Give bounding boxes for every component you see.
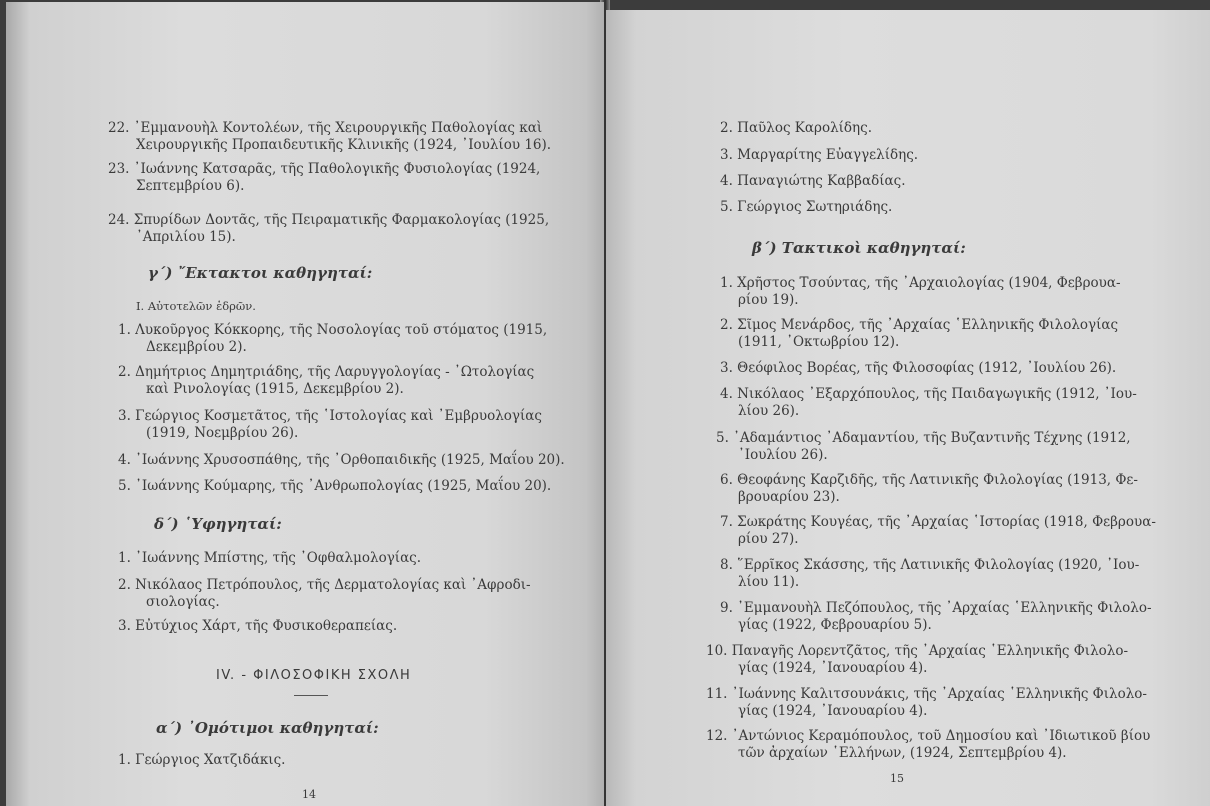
list-item: 4. Νικόλαος ᾿Εξαρχόπουλος, τῆς Παιδαγωγικῆς (1912, ᾿Ιου-: [720, 386, 1137, 402]
list-item: 24. Σπυρίδων Δοντᾶς, τῆς Πειραματικῆς Φαρμακολογίας (1925,: [108, 212, 550, 228]
list-item-continuation: (1911, ᾿Οκτωβρίου 12).: [738, 334, 900, 350]
list-item-continuation: γίας (1924, ᾿Ιανουαρίου 4).: [738, 703, 928, 719]
list-item: 5. Γεώργιος Σωτηριάδης.: [720, 199, 893, 215]
list-item-continuation: γίας (1924, ᾿Ιανουαρίου 4).: [738, 660, 928, 676]
list-item: 12. ᾿Αντώνιος Κεραμόπουλος, τοῦ Δημοσίου καὶ ᾿Ιδιωτικοῦ βίου: [706, 728, 1151, 744]
page-number: 14: [302, 788, 316, 801]
section-heading: γ΄) ῎Εκτακτοι καθηγηταί:: [148, 264, 373, 282]
list-item: 7. Σωκράτης Κουγέας, τῆς ᾿Αρχαίας ῾Ιστορίας (1918, Φεβρουα-: [720, 514, 1156, 530]
list-item: 9. ᾿Εμμανουὴλ Πεζόπουλος, τῆς ᾿Αρχαίας ῾Ελληνικῆς Φιλολο-: [720, 600, 1152, 616]
list-item: 23. ᾿Ιωάννης Κατσαρᾶς, τῆς Παθολογικῆς Φυσιολογίας (1924,: [108, 161, 541, 177]
list-item-continuation: γίας (1922, Φεβρουαρίου 5).: [738, 617, 932, 633]
list-item-continuation: ρίου 27).: [738, 531, 799, 547]
list-item: 4. ᾿Ιωάννης Χρυσοσπάθης, τῆς ᾿Ορθοπαιδικῆς (1925, Μαΐου 20).: [118, 452, 565, 468]
list-item: 10. Παναγῆς Λορεντζᾶτος, τῆς ᾿Αρχαίας ῾Ελληνικῆς Φιλολο-: [706, 643, 1129, 659]
school-heading: IV. - ΦΙΛΟΣΟΦΙΚΗ ΣΧΟΛΗ: [216, 668, 412, 683]
list-item-continuation: Χειρουργικῆς Προπαιδευτικῆς Κλινικῆς (1924, ᾿Ιουλίου 16).: [136, 137, 552, 153]
list-item-continuation: ᾿Ιουλίου 26).: [738, 447, 828, 463]
section-heading: α΄) ᾿Ομότιμοι καθηγηταί:: [156, 719, 379, 737]
list-item: 1. Γεώργιος Χατζιδάκις.: [118, 752, 286, 768]
list-item: 3. Γεώργιος Κοσμετᾶτος, τῆς ῾Ιστολογίας καὶ ᾿Εμβρυολογίας: [118, 408, 542, 424]
list-item: 11. ᾿Ιωάννης Καλιτσουνάκις, τῆς ᾿Αρχαίας ῾Ελληνικῆς Φιλολο-: [706, 686, 1147, 702]
list-item: 3. Εὐτύχιος Χάρτ, τῆς Φυσικοθεραπείας.: [118, 618, 398, 634]
list-item: 1. Λυκοῦργος Κόκκορης, τῆς Νοσολογίας τοῦ στόματος (1915,: [118, 322, 548, 338]
list-item-continuation: σιολογίας.: [146, 594, 220, 610]
list-item-continuation: λίου 11).: [738, 574, 800, 590]
left-page: [6, 2, 604, 806]
list-item: 6. Θεοφάνης Καρζιδῆς, τῆς Λατινικῆς Φιλολογίας (1913, Φε-: [720, 472, 1138, 488]
list-item-continuation: Σεπτεμβρίου 6).: [136, 178, 245, 194]
list-item: 22. ᾿Εμμανουὴλ Κοντολέων, τῆς Χειρουργικῆς Παθολογίας καὶ: [108, 120, 543, 136]
section-heading: β΄) Τακτικοὶ καθηγηταί:: [752, 239, 966, 257]
list-item-continuation: Δεκεμβρίου 2).: [146, 339, 247, 355]
list-item-continuation: ᾿Απριλίου 15).: [136, 229, 236, 245]
list-item-continuation: καὶ Ρινολογίας (1915, Δεκεμβρίου 2).: [146, 381, 404, 397]
list-item-continuation: λίου 26).: [738, 403, 800, 419]
list-item-continuation: (1919, Νοεμβρίου 26).: [146, 425, 299, 441]
list-item: 3. Μαργαρίτης Εὐαγγελίδης.: [720, 147, 919, 163]
list-item: 2. Δημήτριος Δημητριάδης, τῆς Λαρυγγολογίας - ᾿Ωτολογίας: [118, 364, 535, 380]
list-item: 5. ᾿Ιωάννης Κούμαρης, τῆς ᾿Ανθρωπολογίας (1925, Μαΐου 20).: [118, 478, 552, 494]
divider: [294, 695, 328, 696]
list-item: 8. ῞Ερρῖκος Σκάσσης, τῆς Λατινικῆς Φιλολογίας (1920, ᾿Ιου-: [720, 557, 1140, 573]
list-item: 5. ᾿Αδαμάντιος ᾿Αδαμαντίου, τῆς Βυζαντινῆς Τέχνης (1912,: [716, 430, 1131, 446]
page-number: 15: [890, 772, 904, 785]
right-page: [606, 10, 1210, 806]
section-heading: δ΄) ῾Υφηγηταί:: [154, 515, 282, 533]
list-item-continuation: ρίου 19).: [738, 292, 799, 308]
list-item: 3. Θεόφιλος Βορέας, τῆς Φιλοσοφίας (1912, ᾿Ιουλίου 26).: [720, 360, 1117, 376]
list-item: 2. Παῦλος Καρολίδης.: [720, 120, 872, 136]
list-item: 2. Σῖμος Μενάρδος, τῆς ᾿Αρχαίας ῾Ελληνικῆς Φιλολογίας: [720, 317, 1119, 333]
list-item-continuation: τῶν ἀρχαίων ῾Ελλήνων, (1924, Σεπτεμβρίου 4).: [738, 745, 1067, 761]
list-item: 1. ᾿Ιωάννης Μπίστης, τῆς ᾿Οφθαλμολογίας.: [118, 550, 422, 566]
list-item: 1. Χρῆστος Τσούντας, τῆς ᾿Αρχαιολογίας (1904, Φεβρουα-: [720, 275, 1121, 291]
list-item: 2. Νικόλαος Πετρόπουλος, τῆς Δερματολογίας καὶ ᾿Αφροδι-: [118, 577, 531, 593]
list-item: 4. Παναγιώτης Καββαδίας.: [720, 173, 906, 189]
list-item-continuation: βρουαρίου 23).: [738, 489, 840, 505]
subheading: I. Αὐτοτελῶν ἑδρῶν.: [136, 299, 256, 313]
